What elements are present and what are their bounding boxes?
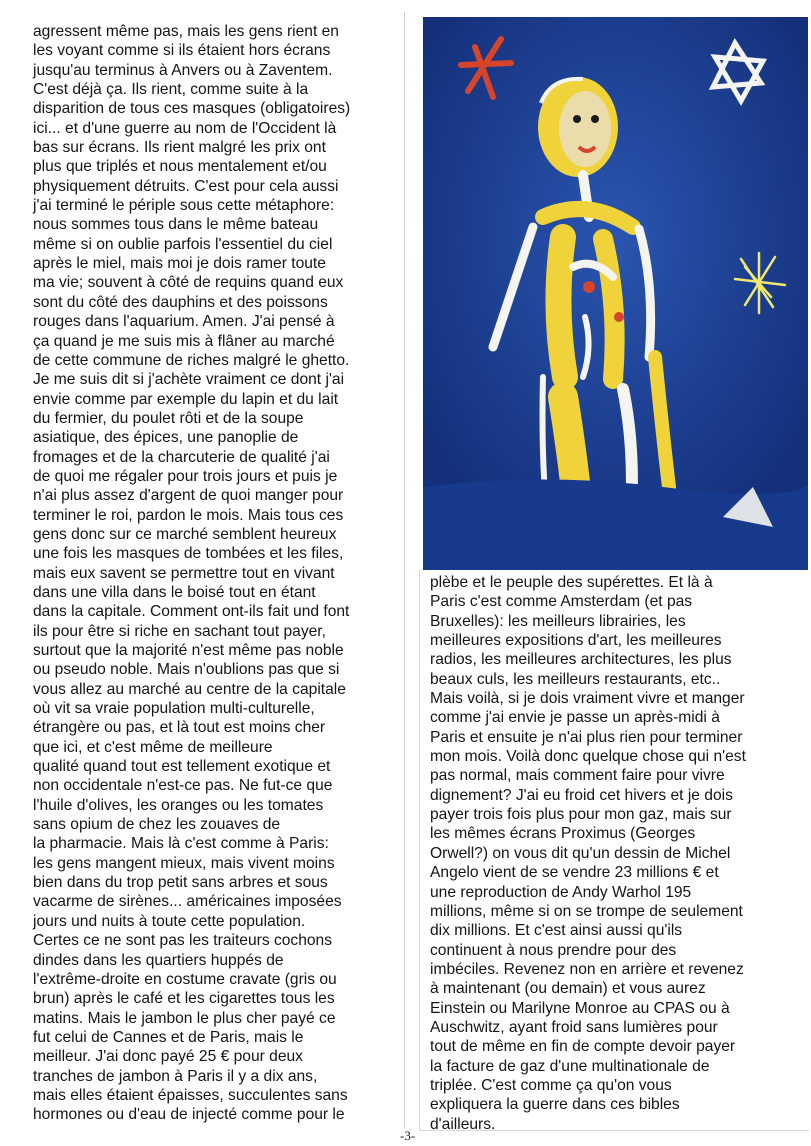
- figure-red-dot: [583, 281, 595, 293]
- left-column-line: l'huile d'olives, les oranges ou les tomates: [33, 796, 324, 814]
- right-column-line: Orwell?) on vous dit qu'un dessin de Michel: [430, 844, 731, 862]
- right-column-line: expliquera la guerre dans ces bibles: [430, 1096, 680, 1114]
- left-column-line: vacarme de sirènes... américaines imposées: [33, 893, 342, 911]
- left-column-line: ou pseudo noble. Mais n'oublions pas que si: [33, 661, 340, 679]
- left-column-line: la pharmacie. Mais là c'est comme à Paris:: [33, 835, 329, 853]
- right-column-line: Mais voilà, si je dois vraiment vivre et manger: [430, 690, 745, 708]
- left-column-line: j'ai terminé le périple sous cette métaphore:: [33, 197, 335, 215]
- left-column-line: hormones ou d'eau de injecté comme pour le: [33, 1106, 345, 1124]
- left-column-line: qualité quand tout est tellement exotique et: [33, 758, 331, 776]
- right-column-line: dix millions. Et c'est ainsi aussi qu'ils: [430, 922, 683, 940]
- right-column-line: triplée. C'est comme ça qu'on vous: [430, 1076, 672, 1094]
- left-column-line: terminer le roi, pardon le mois. Mais tous ces: [33, 506, 344, 524]
- left-column-line: brun) après le café et les cigarettes tous les: [33, 990, 335, 1008]
- right-column-line: Bruxelles): les meilleurs librairies, les: [430, 612, 686, 630]
- left-text-column: [33, 22, 405, 1125]
- left-column-line: matins. Mais le jambon le plus cher payé ce: [33, 1009, 336, 1027]
- right-column-line: à maintenant (ou demain) et vous aurez: [430, 980, 706, 998]
- right-column-line: payer trois fois plus pour mon gaz, mais sur: [430, 806, 732, 824]
- left-column-line: disparition de tous ces masques (obligatoires): [33, 100, 351, 118]
- left-column-line: après le miel, mais moi je dois ramer toute: [33, 255, 326, 273]
- right-column-line: radios, les meilleures architectures, les plus: [430, 651, 732, 669]
- left-column-line: du fermier, du poulet rôti et de la soupe: [33, 409, 304, 427]
- right-column-line: beaux culs, les meilleurs restaurants, etc..: [430, 670, 721, 688]
- left-column-line: dindes dans les quartiers huppés de: [33, 951, 284, 969]
- right-column-line: Auschwitz, ayant froid sans lumières pour: [430, 1018, 718, 1036]
- left-column-line: ici... et d'une guerre au nom de l'Occident là: [33, 119, 337, 137]
- left-column-line: où vit sa vraie population multi-culturelle,: [33, 700, 315, 718]
- right-column-line: imbéciles. Revenez non en arrière et revenez: [430, 960, 744, 978]
- right-column-line: millions, même si on se trompe de seulement: [430, 902, 743, 920]
- left-column-line: de quoi me régaler pour trois jours et puis je: [33, 467, 338, 485]
- left-column-line: bas sur écrans. Ils rient malgré les prix ont: [33, 139, 326, 157]
- left-column-line: n'ai plus assez d'argent de quoi manger pour: [33, 487, 344, 505]
- left-column-line: vous allez au marché au centre de la capitale: [33, 680, 346, 698]
- left-column-line: de cette commune de riches malgré le ghetto.: [33, 351, 350, 369]
- left-column-line: les voyant comme si ils étaient hors écrans: [33, 42, 331, 60]
- left-column-line: bien dans du trop petit sans arbres et sous: [33, 874, 328, 892]
- left-column-line: nous sommes tous dans le même bateau: [33, 216, 319, 234]
- right-column-line: pas normal, mais comment faire pour vivre: [430, 767, 725, 785]
- left-column-line: surtout que la majorité n'est même pas noble: [33, 642, 344, 659]
- left-column-line: Certes ce ne sont pas les traiteurs cochons: [33, 932, 333, 950]
- right-column-line: comme j'ai envie je passe un après-midi à: [430, 709, 720, 727]
- right-column-line: la facture de gaz d'une multinationale de: [430, 1057, 710, 1075]
- painting-illustration: [423, 17, 808, 570]
- right-column-line: les mêmes écrans Proximus (Georges: [430, 825, 696, 843]
- left-column-line: que ici, et c'est même de meilleure: [33, 738, 273, 756]
- left-column-line: l'extrême-droite en costume cravate (gris ou: [33, 970, 337, 988]
- left-column-line: mais elles étaient épaisses, succulentes sans: [33, 1086, 348, 1104]
- left-column-line: rouges dans l'aquarium. Amen. J'ai pensé à: [33, 313, 335, 331]
- left-column-line: Je me suis dit si j'achète vraiment ce dont j'ai: [33, 371, 345, 389]
- left-column-line: dans la capitale. Comment ont-ils fait und font: [33, 603, 350, 621]
- left-column-line: sont du côté des dauphins et des poissons: [33, 293, 328, 311]
- left-column-line: C'est déjà ça. Ils rient, comme suite à la: [33, 81, 309, 99]
- left-column-line: ils pour être si riche en sachant tout payer,: [33, 622, 326, 640]
- right-column-line: une reproduction de Andy Warhol 195: [430, 883, 692, 901]
- left-column-line: tranches de jambon à Paris il y a dix ans,: [33, 1067, 318, 1085]
- right-column-line: Paris et ensuite je n'ai plus rien pour terminer: [430, 728, 743, 746]
- right-column-line: tout de même en fin de compte devoir payer: [430, 1038, 736, 1056]
- left-column-line: étrangère ou pas, et là tout est moins cher: [33, 719, 326, 737]
- left-column-line: ça quand je me suis mis à flâner au marché: [33, 332, 335, 350]
- left-column-line: sans opium de chez les zouaves de: [33, 816, 281, 834]
- right-column-line: Angelo vient de se vendre 23 millions € et: [430, 864, 719, 882]
- right-column-line: Einstein ou Marilyne Monroe au CPAS ou à: [430, 999, 730, 1017]
- left-column-line: jusqu'au terminus à Anvers ou à Zaventem.: [33, 61, 333, 79]
- left-column-line: asiatique, des épices, une panoplie de: [33, 429, 299, 447]
- page-number: -3-: [400, 1128, 416, 1143]
- right-column-line: dignement? J'ai eu froid cet hivers et je dois: [430, 786, 733, 804]
- left-column-line: agressent même pas, mais les gens rient en: [33, 23, 339, 40]
- left-column-line: ma vie; souvent à côté de requins quand eux: [33, 274, 344, 292]
- left-column-line: même si on oublie parfois l'essentiel du ciel: [33, 235, 333, 253]
- left-column-line: non occidentale n'est-ce pas. Ne fut-ce que: [33, 777, 333, 795]
- right-column-line: continuent à nous prendre pour des: [430, 941, 677, 959]
- left-column-line: dans une villa dans le boisé tout en étant: [33, 583, 316, 601]
- left-column-line: fromages et de la charcuterie de qualité j'ai: [33, 448, 330, 466]
- left-column-line: meilleur. J'ai donc payé 25 € pour deux: [33, 1048, 303, 1066]
- right-column-line: d'ailleurs.: [430, 1115, 496, 1133]
- left-column-line: gens donc sur ce marché semblent heureux: [33, 525, 337, 543]
- right-column-line: meilleures expositions d'art, les meilleures: [430, 632, 722, 650]
- right-column-line: Paris c'est comme Amsterdam (et pas: [430, 593, 693, 611]
- left-column-line: mais eux savent se permettre tout en vivant: [33, 564, 335, 582]
- left-column-line: plus que triplés et nous mentalement et/ou: [33, 158, 327, 176]
- right-text-column: [430, 573, 806, 1134]
- left-column-line: envie comme par exemple du lapin et du lait: [33, 390, 339, 408]
- figure-head: [538, 77, 618, 177]
- left-column-line: une fois les masques de tombées et les files,: [33, 545, 344, 563]
- left-column-line: fut celui de Cannes et de Paris, mais le: [33, 1028, 304, 1046]
- right-column-line: plèbe et le peuple des supérettes. Et là à: [430, 574, 713, 591]
- left-column-line: physiquement détruits. C'est pour cela aussi: [33, 177, 339, 195]
- left-column-line: les gens mangent mieux, mais vivent moins: [33, 854, 335, 872]
- left-column-line: jours und nuits à toute cette population.: [33, 912, 306, 930]
- right-column-line: mon mois. Voilà donc quelque chose qui n'est: [430, 748, 746, 766]
